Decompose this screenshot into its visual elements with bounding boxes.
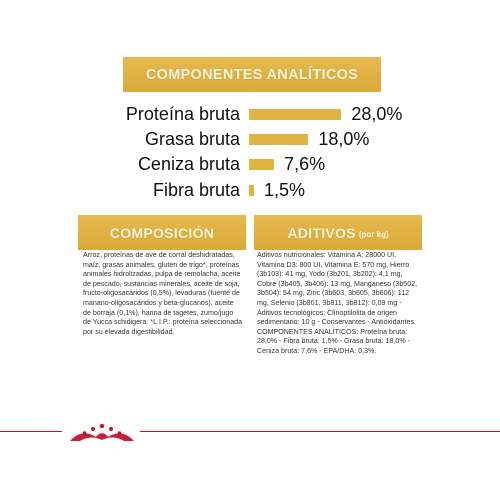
row-bar	[249, 185, 254, 196]
row-value: 18,0%	[318, 129, 370, 149]
row-bar	[249, 134, 308, 145]
additives-banner	[254, 215, 422, 250]
composition-text: Arroz, proteínas de ave de corral deshidratadas, maíz, grasas animales, gluten de trigo*, proteínas animales hidrolizadas, pulpa de remolacha, aceite de pescado, sustancias minerales, aceite de soja, fructo-oligosacáridos (0,5%), levaduras (fuente de manano-oligosacáridos y beta-glucanos), aceite de borraja (0,1%), harina de tagetes, zumo/jugo de Yucca schidigera. *L.I.P.: proteína seleccionada por su elevada digestibilidad.	[83, 251, 243, 336]
row-label: Proteína bruta	[125, 104, 240, 124]
footer-divider-right	[140, 431, 500, 432]
row-value: 1,5%	[263, 180, 305, 200]
row-label: Grasa bruta	[144, 129, 240, 149]
analysis-banner	[123, 57, 381, 92]
composition-banner	[78, 215, 246, 250]
analysis-title: COMPONENTES ANALÍTICOS	[145, 66, 359, 83]
row-label: Ceniza bruta	[137, 154, 240, 174]
composition-title: COMPOSICIÓN	[109, 224, 215, 241]
royal-canin-crown-logo-icon	[66, 421, 138, 443]
analysis-row-ash	[0, 152, 500, 176]
additives-title: ADITIVOS	[287, 224, 356, 241]
additives-text: Aditivos nutricionales: Vitamina A: 28000 UI, Vitamina D3: 800 UI, Vitamina E: 570 mg, Hierro (3b103): 41 mg, Yodo (3b201, 3b202): 4,1 mg, Cobre (3b405, 3b406): 13 mg, Manganeso (3b502, 3b504): 54 mg, Zinc (3b603, 3b605, 3b606): 112 mg, Selenio (3b801, 3b811, 3b812): 0,09 mg - Aditivos tecnológicos: Clinoptilolita de origen sedimentario: 10 g - Conservantes - Antioxidantes. COMPONENTES ANALÍTICOS: Proteína bruta: 28,0% - Fibra bruta: 1,5% - Grasa bruta: 18,0% - Ceniza bruta: 7,6% - EPA/DHA: 0,3%.	[257, 251, 418, 355]
row-value: 7,6%	[284, 154, 326, 174]
analysis-row-protein	[0, 102, 500, 126]
row-value: 28,0%	[351, 104, 403, 124]
footer-divider-left	[0, 431, 62, 432]
analysis-row-fiber	[0, 178, 500, 202]
analysis-row-fat	[0, 127, 500, 151]
row-bar	[249, 159, 274, 170]
row-label: Fibra bruta	[152, 180, 240, 200]
additives-subtitle: (por kg)	[358, 230, 389, 239]
row-bar	[249, 109, 341, 120]
